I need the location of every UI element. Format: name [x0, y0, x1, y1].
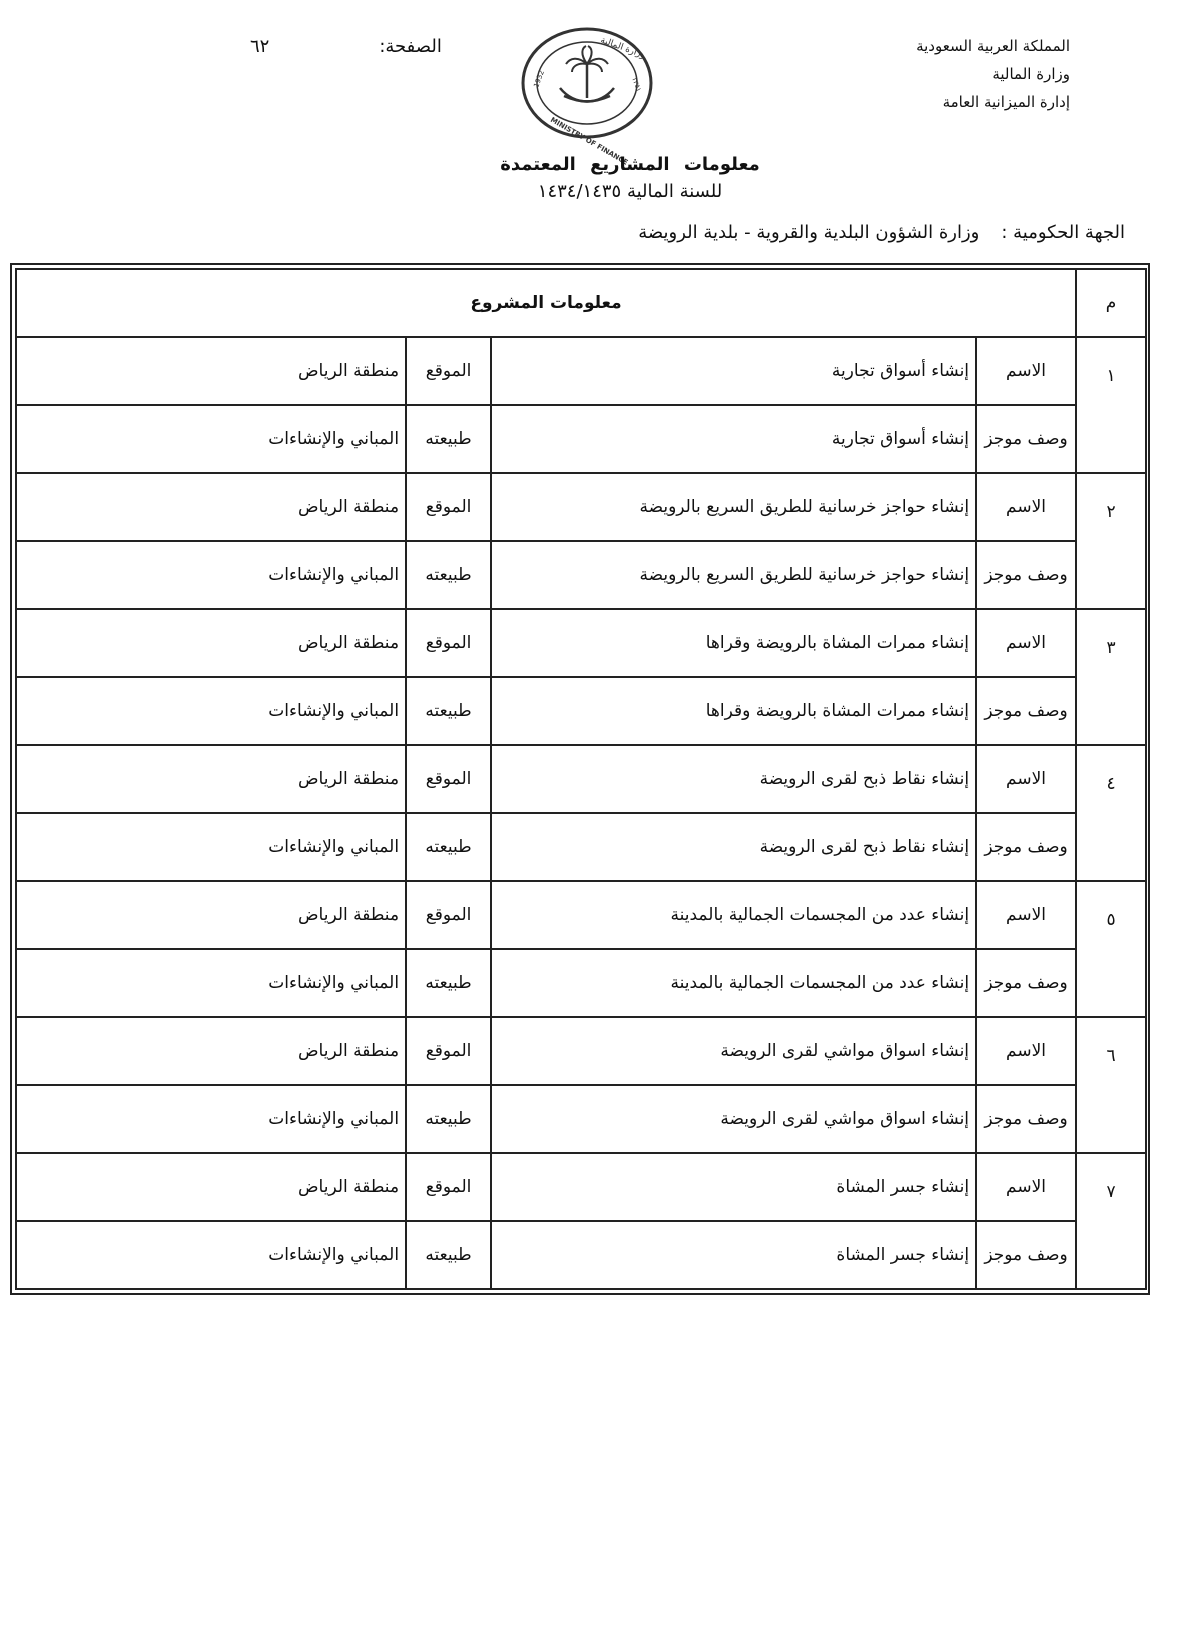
- project-location: منطقة الرياض: [16, 1017, 406, 1085]
- label-nature: طبيعته: [406, 1221, 491, 1289]
- page-label: الصفحة:: [379, 36, 442, 57]
- label-location: الموقع: [406, 1153, 491, 1221]
- label-name: الاسم: [976, 473, 1076, 541]
- project-nature: المباني والإنشاءات: [16, 405, 406, 473]
- project-location: منطقة الرياض: [16, 881, 406, 949]
- project-description: إنشاء حواجز خرسانية للطريق السريع بالرويضة: [491, 541, 976, 609]
- logo-text-ar: وزارة المالية: [598, 35, 647, 61]
- project-row-name: [16, 1153, 1146, 1221]
- label-nature: طبيعته: [406, 949, 491, 1017]
- label-description: وصف موجز: [976, 1085, 1076, 1153]
- project-nature: المباني والإنشاءات: [16, 1085, 406, 1153]
- logo-year-right: ١٣٥١: [630, 75, 643, 93]
- project-row-desc: [16, 813, 1146, 881]
- project-nature: المباني والإنشاءات: [16, 949, 406, 1017]
- project-row-desc: [16, 541, 1146, 609]
- label-location: الموقع: [406, 745, 491, 813]
- label-nature: طبيعته: [406, 541, 491, 609]
- label-nature: طبيعته: [406, 813, 491, 881]
- project-number: ٧: [1076, 1153, 1146, 1289]
- project-row-desc: [16, 405, 1146, 473]
- project-number: ٥: [1076, 881, 1146, 1017]
- project-name: إنشاء نقاط ذبح لقرى الرويضة: [491, 745, 976, 813]
- project-row-desc: [16, 677, 1146, 745]
- project-number: ١: [1076, 337, 1146, 473]
- page-number: ٦٢: [250, 36, 270, 57]
- project-name: إنشاء جسر المشاة: [491, 1153, 976, 1221]
- project-name: إنشاء عدد من المجسمات الجمالية بالمدينة: [491, 881, 976, 949]
- project-name: إنشاء حواجز خرسانية للطريق السريع بالرويضة: [491, 473, 976, 541]
- label-location: الموقع: [406, 609, 491, 677]
- agency-value: وزارة الشؤون البلدية والقروية - بلدية الرويضة: [638, 222, 980, 243]
- label-name: الاسم: [976, 881, 1076, 949]
- project-description: إنشاء أسواق تجارية: [491, 405, 976, 473]
- project-nature: المباني والإنشاءات: [16, 1221, 406, 1289]
- label-location: الموقع: [406, 881, 491, 949]
- ministry-of-finance-logo: [520, 26, 655, 167]
- project-number: ٦: [1076, 1017, 1146, 1153]
- document-title: معلومات المشاريع المعتمدة: [500, 154, 760, 175]
- org-line-kingdom: المملكة العربية السعودية: [916, 37, 1070, 55]
- label-name: الاسم: [976, 745, 1076, 813]
- org-header: [916, 32, 1070, 116]
- label-location: الموقع: [406, 337, 491, 405]
- org-line-ministry: وزارة المالية: [992, 65, 1070, 83]
- project-number: ٣: [1076, 609, 1146, 745]
- project-location: منطقة الرياض: [16, 1153, 406, 1221]
- label-description: وصف موجز: [976, 1221, 1076, 1289]
- label-description: وصف موجز: [976, 813, 1076, 881]
- project-location: منطقة الرياض: [16, 609, 406, 677]
- project-row-name: [16, 1017, 1146, 1085]
- project-description: إنشاء عدد من المجسمات الجمالية بالمدينة: [491, 949, 976, 1017]
- page-number-block: [250, 36, 442, 57]
- project-row-desc: [16, 949, 1146, 1017]
- label-name: الاسم: [976, 337, 1076, 405]
- logo-text-en: MINISTRY OF FINANCE: [549, 115, 630, 167]
- label-name: الاسم: [976, 1153, 1076, 1221]
- agency-label: الجهة الحكومية :: [1001, 222, 1125, 243]
- label-name: الاسم: [976, 1017, 1076, 1085]
- project-row-name: [16, 337, 1146, 405]
- projects-table: [15, 268, 1147, 1290]
- label-name: الاسم: [976, 609, 1076, 677]
- title-block: [0, 154, 1200, 202]
- logo-year-left: 1932: [532, 69, 546, 89]
- project-description: إنشاء جسر المشاة: [491, 1221, 976, 1289]
- project-row-name: [16, 609, 1146, 677]
- project-row-desc: [16, 1085, 1146, 1153]
- project-location: منطقة الرياض: [16, 473, 406, 541]
- project-location: منطقة الرياض: [16, 337, 406, 405]
- project-name: إنشاء أسواق تجارية: [491, 337, 976, 405]
- org-line-department: إدارة الميزانية العامة: [942, 93, 1070, 111]
- project-name: إنشاء ممرات المشاة بالرويضة وقراها: [491, 609, 976, 677]
- label-description: وصف موجز: [976, 949, 1076, 1017]
- label-location: الموقع: [406, 1017, 491, 1085]
- column-header-project-info: معلومات المشروع: [16, 269, 1076, 337]
- project-row-name: [16, 473, 1146, 541]
- label-nature: طبيعته: [406, 1085, 491, 1153]
- column-header-m: م: [1076, 269, 1146, 337]
- fiscal-year: للسنة المالية ١٤٣٤/١٤٣٥: [537, 181, 723, 202]
- project-number: ٢: [1076, 473, 1146, 609]
- project-description: إنشاء نقاط ذبح لقرى الرويضة: [491, 813, 976, 881]
- project-name: إنشاء اسواق مواشي لقرى الرويضة: [491, 1017, 976, 1085]
- project-row-name: [16, 881, 1146, 949]
- agency-line: [638, 222, 1125, 243]
- table-header-row: [16, 269, 1146, 337]
- project-nature: المباني والإنشاءات: [16, 813, 406, 881]
- project-description: إنشاء ممرات المشاة بالرويضة وقراها: [491, 677, 976, 745]
- label-description: وصف موجز: [976, 405, 1076, 473]
- project-nature: المباني والإنشاءات: [16, 677, 406, 745]
- project-location: منطقة الرياض: [16, 745, 406, 813]
- label-description: وصف موجز: [976, 541, 1076, 609]
- project-number: ٤: [1076, 745, 1146, 881]
- project-description: إنشاء اسواق مواشي لقرى الرويضة: [491, 1085, 976, 1153]
- project-row-desc: [16, 1221, 1146, 1289]
- project-row-name: [16, 745, 1146, 813]
- project-nature: المباني والإنشاءات: [16, 541, 406, 609]
- label-description: وصف موجز: [976, 677, 1076, 745]
- label-nature: طبيعته: [406, 677, 491, 745]
- label-nature: طبيعته: [406, 405, 491, 473]
- label-location: الموقع: [406, 473, 491, 541]
